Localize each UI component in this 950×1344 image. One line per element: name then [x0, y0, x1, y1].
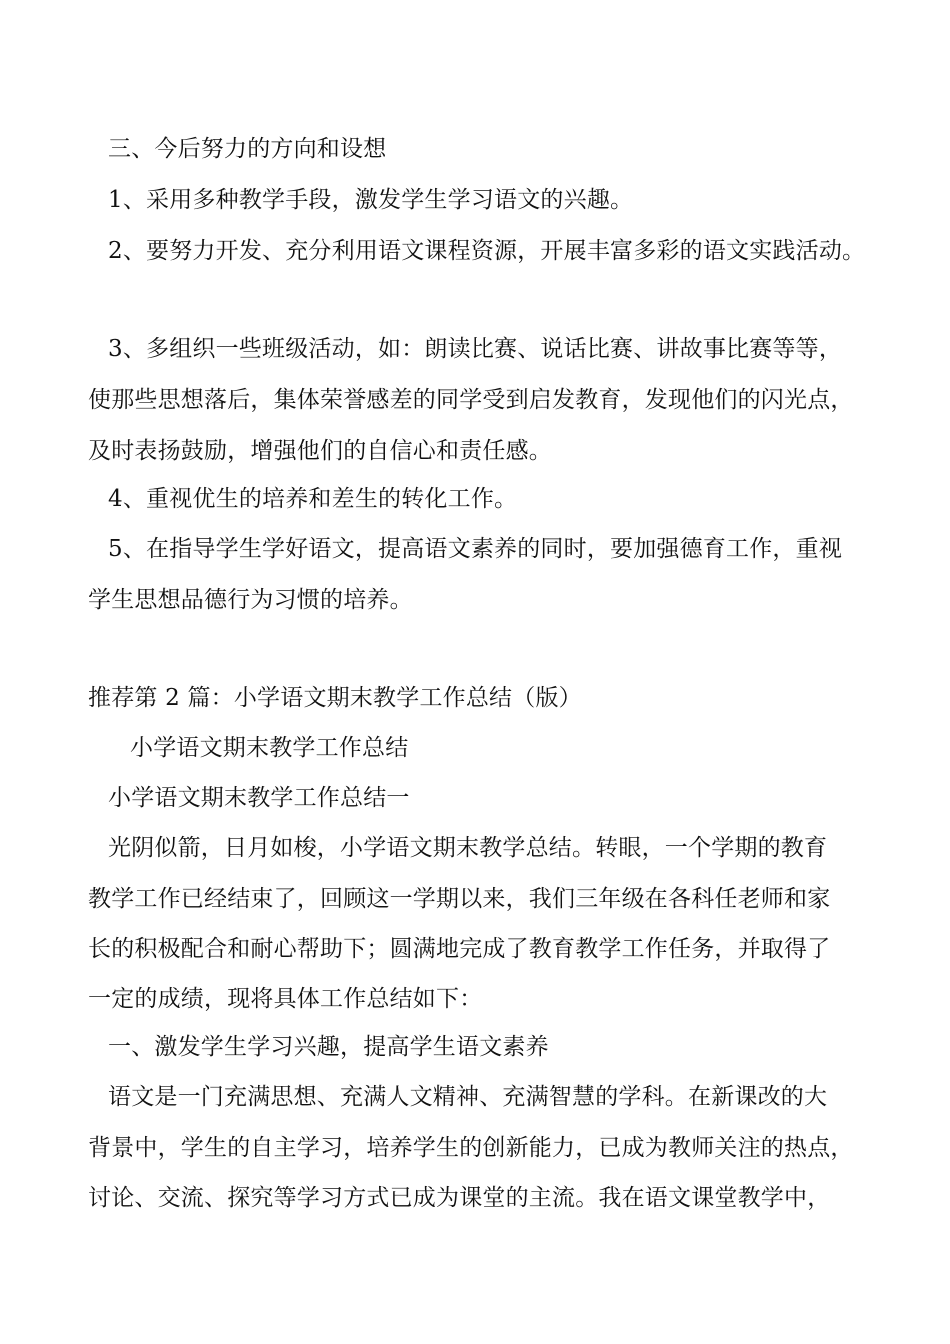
section-heading: 三、今后努力的方向和设想 — [108, 136, 387, 162]
paragraph-line: 使那些思想落后，集体荣誉感差的同学受到启发教育，发现他们的闪光点， — [88, 387, 854, 413]
article-subtitle: 小学语文期末教学工作总结 — [130, 735, 409, 761]
paragraph-line: 长的积极配合和耐心帮助下；圆满地完成了教育教学工作任务，并取得了 — [88, 936, 831, 962]
paragraph-line: 学生思想品德行为习惯的培养。 — [88, 587, 413, 613]
list-item: 1、采用多种教学手段，激发学生学习语文的兴趣。 — [108, 187, 634, 213]
paragraph-line: 光阴似箭，日月如梭，小学语文期末教学总结。转眼，一个学期的教育 — [108, 835, 828, 861]
article-title-line: 推荐第 2 篇：小学语文期末教学工作总结（版） — [88, 685, 582, 711]
list-item: 4、重视优生的培养和差生的转化工作。 — [108, 486, 518, 512]
paragraph-line: 语文是一门充满思想、充满人文精神、充满智慧的学科。在新课改的大 — [108, 1084, 828, 1110]
paragraph-line: 一定的成绩，现将具体工作总结如下： — [88, 986, 483, 1012]
list-item: 5、在指导学生学好语文，提高语文素养的同时，要加强德育工作，重视 — [108, 536, 843, 562]
section-heading: 一、激发学生学习兴趣，提高学生语文素养 — [108, 1034, 549, 1060]
list-item: 3、多组织一些班级活动，如：朗读比赛、说话比赛、讲故事比赛等等， — [108, 336, 843, 362]
paragraph-line: 背景中，学生的自主学习，培养学生的创新能力，已成为教师关注的热点， — [88, 1135, 854, 1161]
list-item: 2、要努力开发、充分利用语文课程资源，开展丰富多彩的语文实践活动。 — [108, 238, 866, 264]
paragraph-line: 教学工作已经结束了，回顾这一学期以来，我们三年级在各科任老师和家 — [88, 886, 831, 912]
paragraph-line: 讨论、交流、探究等学习方式已成为课堂的主流。我在语文课堂教学中， — [88, 1185, 831, 1211]
paragraph-line: 及时表扬鼓励，增强他们的自信心和责任感。 — [88, 438, 552, 464]
section-title: 小学语文期末教学工作总结一 — [108, 785, 410, 811]
